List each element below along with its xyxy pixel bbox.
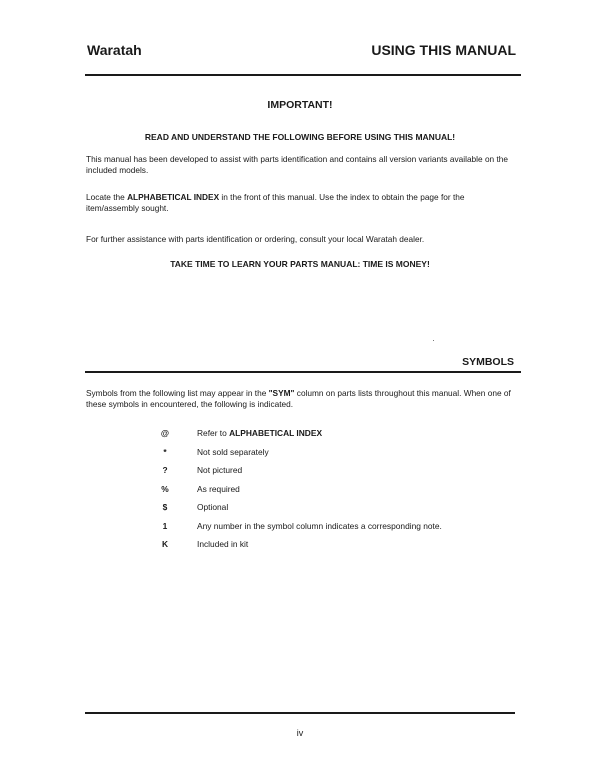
- symbol-char: $: [162, 502, 168, 512]
- important-subheading: READ AND UNDERSTAND THE FOLLOWING BEFORE USING THIS MANUAL!: [144, 132, 456, 142]
- symbol-description: Any number in the symbol column indicates a corresponding note.: [197, 520, 442, 531]
- symbol-char: *: [163, 446, 167, 457]
- symbol-description: Not pictured: [197, 465, 243, 475]
- intro-paragraph: This manual has been developed to assist with parts identification and contains all version variants available on the included models.: [86, 154, 509, 175]
- symbol-char: %: [161, 483, 169, 494]
- footer-divider: [85, 712, 515, 714]
- page-number: iv: [296, 728, 304, 738]
- symbol-description: Optional: [197, 502, 229, 512]
- symbol-description: Not sold separately: [197, 446, 269, 457]
- symbols-intro-pre: Symbols from the following list may appear in the: [86, 388, 269, 398]
- symbol-description: As required: [197, 483, 240, 494]
- symbols-divider: [85, 371, 521, 373]
- index-paragraph: [86, 192, 516, 214]
- symbols-intro-post: column on parts lists throughout this manual. When one of these symbols in encountered, the following is indicated.: [86, 388, 511, 409]
- symbol-char: 1: [162, 520, 168, 531]
- closing-statement: TAKE TIME TO LEARN YOUR PARTS MANUAL: TIME IS MONEY!: [170, 259, 430, 269]
- index-reference: ALPHABETICAL INDEX: [127, 192, 220, 202]
- important-heading: IMPORTANT!: [267, 99, 333, 111]
- symbols-heading: SYMBOLS: [462, 356, 514, 368]
- scan-speck: [433, 340, 434, 341]
- symbol-description: Refer to ALPHABETICAL INDEX: [197, 428, 323, 438]
- symbol-char: K: [161, 539, 169, 549]
- symbols-intro: [86, 388, 516, 410]
- header-divider: [85, 74, 521, 76]
- header-brand: Waratah: [87, 42, 142, 58]
- sym-column-reference: "SYM": [268, 388, 295, 398]
- symbol-char: ?: [162, 465, 168, 475]
- index-paragraph-pre: Locate the: [86, 192, 128, 202]
- index-paragraph-post: in the front of this manual. Use the index to obtain the page for the item/assembly sought.: [86, 192, 465, 213]
- symbol-char: @: [160, 428, 170, 438]
- symbol-description: Included in kit: [197, 539, 249, 549]
- assistance-paragraph: For further assistance with parts identification or ordering, consult your local Waratah dealer.: [86, 234, 425, 244]
- header-section-title: USING THIS MANUAL: [371, 42, 516, 58]
